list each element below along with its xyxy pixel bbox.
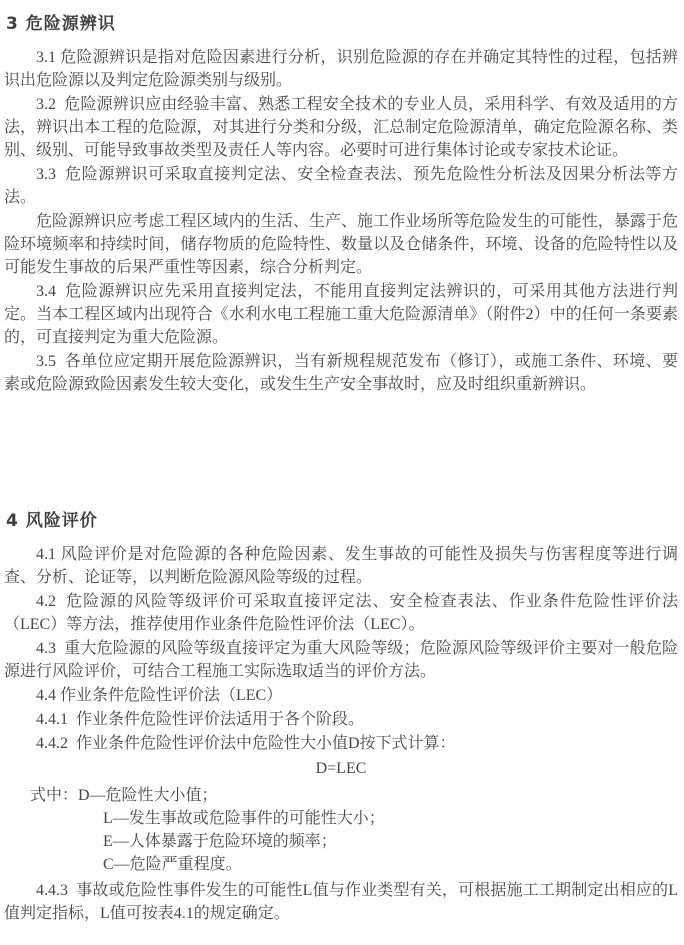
section-4-heading: 4 风险评价	[6, 511, 98, 531]
paragraph-3-1: 3.1 危险源辨识是指对危险因素进行分析，识别危险源的存在并确定其特性的过程，包括辨识出危险源以及判定危险源类别与级别。	[4, 49, 678, 89]
formula-d-lec: D=LEC	[315, 760, 367, 777]
formula-legend-intro: 式中：D—危险性大小值；	[30, 787, 218, 804]
paragraph-4-4: 4.4 作业条件危险性评价法（LEC）	[36, 687, 283, 704]
formula-legend-item-l: L—发生事故或危险事件的可能性大小；	[103, 810, 385, 827]
paragraph-3-4: 3.4 危险源辨识应先采用直接判定法，不能用直接判定法辨识的，可采用其他方法进行判定。当本工程区域内出现符合《水利水电工程施工重大危险源清单》（附件2）中的任何一条要素的，可直接判定为重大危险源。	[4, 283, 678, 346]
paragraph-3-2: 3.2 危险源辨识应由经验丰富、熟悉工程安全技术的专业人员，采用科学、有效及适用的方法，辨识出本工程的危险源，对其进行分类和分级，汇总制定危险源清单，确定危险源名称、类别、级别、可能导致事故类型及责任人等内容。必要时可进行集体讨论或专家技术论证。	[4, 96, 678, 159]
paragraph-4-4-2: 4.4.2 作业条件危险性评价法中危险性大小值D按下式计算：	[36, 735, 456, 752]
paragraph-4-4-3: 4.4.3 事故或危险性事件发生的可能性L值与作业类型有关，可根据施工工期制定出相应的L值判定指标，L值可按表4.1的规定确定。	[4, 882, 678, 922]
paragraph-3-3: 3.3 危险源辨识可采取直接判定法、安全检查表法、预先危险性分析法及因果分析法等方法。	[4, 166, 678, 206]
paragraph-4-2: 4.2 危险源的风险等级评价可采取直接评定法、安全检查表法、作业条件危险性评价法（LEC）等方法，推荐使用作业条件危险性评价法（LEC）。	[4, 593, 678, 633]
paragraph-3-3-continued: 危险源辨识应考虑工程区域内的生活、生产、施工作业场所等危险发生的可能性，暴露于危险环境频率和持续时间，储存物质的危险特性、数量以及仓储条件，环境、设备的危险特性以及可能发生事故的后果严重性等因素，综合分析判定。	[4, 213, 678, 276]
paragraph-4-1: 4.1 风险评价是对危险源的各种危险因素、发生事故的可能性及损失与伤害程度等进行调查、分析、论证等，以判断危险源风险等级的过程。	[4, 546, 678, 586]
formula-legend-item-e: E—人体暴露于危险环境的频率；	[103, 833, 337, 850]
paragraph-4-3: 4.3 重大危险源的风险等级直接评定为重大风险等级；危险源风险等级评价主要对一般危险源进行风险评价，可结合工程施工实际选取适当的评价方法。	[4, 640, 678, 680]
paragraph-4-4-1: 4.4.1 作业条件危险性评价法适用于各个阶段。	[36, 711, 365, 728]
formula-legend-item-c: C—危险严重程度。	[103, 856, 242, 873]
paragraph-3-5: 3.5 各单位应定期开展危险源辨识，当有新规程规范发布（修订），或施工条件、环境、要素或危险源致险因素发生较大变化，或发生生产安全事故时，应及时组织重新辨识。	[4, 353, 678, 393]
section-gap	[4, 397, 678, 509]
section-3-heading: 3 危险源辨识	[6, 14, 116, 34]
